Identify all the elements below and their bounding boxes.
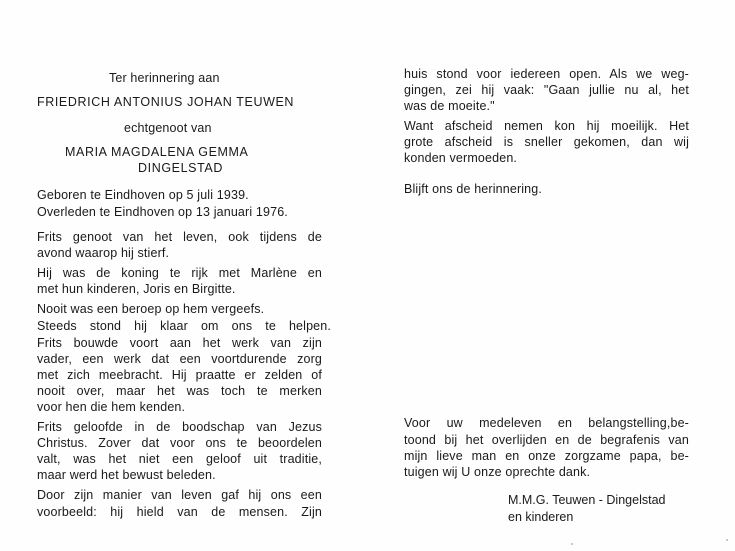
left-text-line: met zich meebracht. Hij praatte er zelden of <box>37 368 322 382</box>
left-text-line: Frits genoot van het leven, ook tijdens de <box>37 230 322 244</box>
heading-intro: Ter herinnering aan <box>109 71 220 85</box>
right-text-line: Want afscheid nemen kon hij moeilijk. Het <box>404 119 689 133</box>
relation-text: echtgenoot van <box>124 121 212 135</box>
left-text-line: Nooit was een beroep op hem vergeefs. <box>37 302 265 316</box>
left-text-line: voor hen die hem kenden. <box>37 400 186 414</box>
spouse-name-line2: DINGELSTAD <box>138 161 223 175</box>
signature-children: en kinderen <box>508 510 574 524</box>
left-text-line: Steeds stond hij klaar om ons te helpen. <box>37 319 331 333</box>
left-text-line: maar werd het bewust beleden. <box>37 468 216 482</box>
left-text-line: Frits geloofde in de boodschap van Jezus <box>37 420 322 434</box>
right-text-line: huis stond voor iedereen open. Als we weg- <box>404 67 689 81</box>
right-text-line: gingen, zei hij vaak: "Gaan jullie nu al, het <box>404 83 689 97</box>
right-text-line: konden vermoeden. <box>404 151 518 165</box>
left-text-line: vader, een werk dat een voortdurende zorg <box>37 352 322 366</box>
left-text-line: nooit over, maar het was toch te merken <box>37 384 322 398</box>
left-text-line: voorbeeld: hij hield van de mensen. Zijn <box>37 505 322 519</box>
right-text-line: Blijft ons de herinnering. <box>404 182 543 196</box>
thanks-line: tuigen wij U onze oprechte dank. <box>404 465 591 479</box>
thanks-line: toond bij het overlijden en de begrafenis van <box>404 433 689 447</box>
death-date: Overleden te Eindhoven op 13 januari 1976. <box>37 205 288 219</box>
thanks-line: Voor uw medeleven en belangstelling,be- <box>404 416 689 430</box>
spouse-name-line1: MARIA MAGDALENA GEMMA <box>65 145 249 159</box>
deceased-name: FRIEDRICH ANTONIUS JOHAN TEUWEN <box>37 95 295 109</box>
left-text-line: Christus. Zover dat voor ons te beoordelen <box>37 436 322 450</box>
left-text-line: met hun kinderen, Joris en Birgitte. <box>37 282 236 296</box>
left-text-line: valt, was het niet een geloof uit traditie, <box>37 452 322 466</box>
print-speck <box>726 539 728 541</box>
left-text-line: Door zijn manier van leven gaf hij ons een <box>37 488 322 502</box>
thanks-line: mijn lieve man en onze zorgzame papa, be- <box>404 449 689 463</box>
print-speck <box>571 543 573 545</box>
left-text-line: Frits bouwde voort aan het werk van zijn <box>37 336 322 350</box>
left-text-line: Hij was de koning te rijk met Marlène en <box>37 266 322 280</box>
birth-date: Geboren te Eindhoven op 5 juli 1939. <box>37 188 249 202</box>
right-text-line: was de moeite." <box>404 99 495 113</box>
right-text-line: grote afscheid is sneller gekomen, dan wij <box>404 135 689 149</box>
left-text-line: avond waarop hij stierf. <box>37 246 170 260</box>
signature-names: M.M.G. Teuwen - Dingelstad <box>508 493 666 507</box>
